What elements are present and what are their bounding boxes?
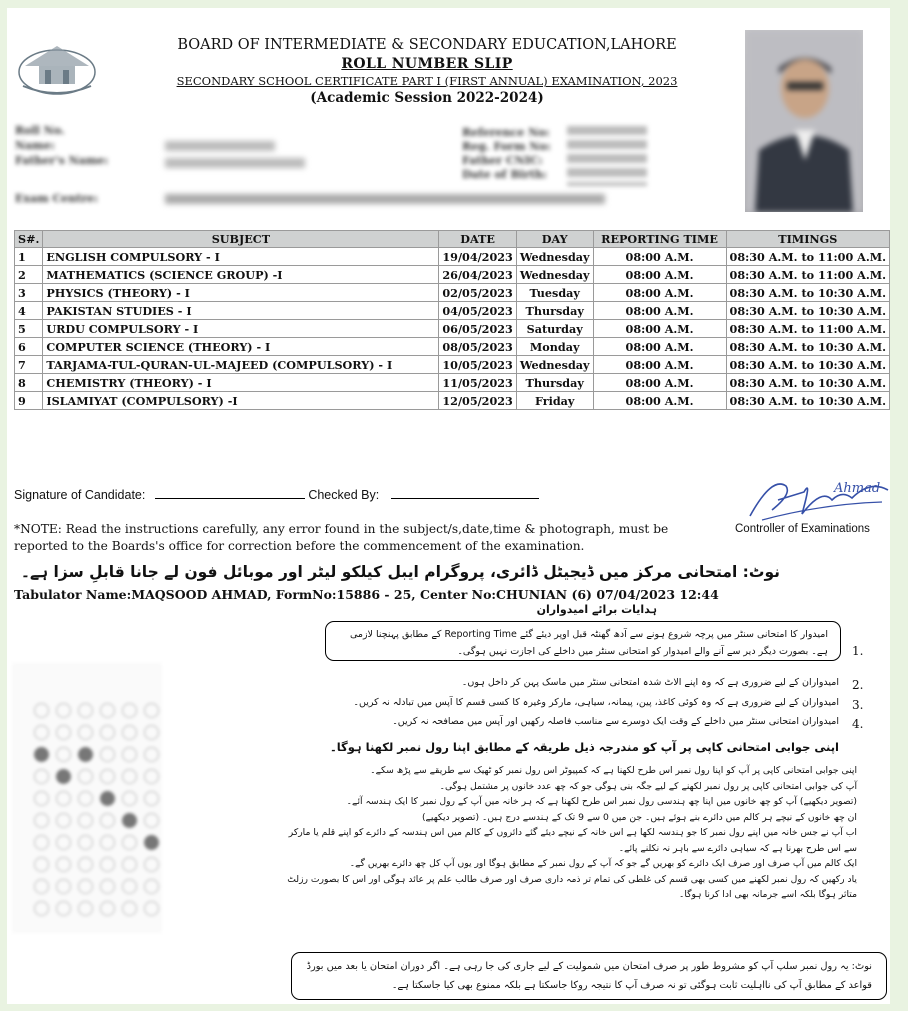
omr-empty-circle [100,747,115,762]
redacted-centre [165,194,605,204]
omr-instructions: اپنی جوابی امتحانی کاپی پر آپ کو اپنا رول نمبر اس طرح لکھنا ہے کہ کمپیوٹر اس رول نمبر کو ٹھیک سے طریقے سے پڑھ سکے۔ آپ کی جوابی امتحانی کاپی پر رول نمبر لکھنے کے لیے جگہ بنی ہوگی جو کہ چھ عدد خانوں پر مشتمل ہوگی۔ (تصویر دیکھیے) آپ کو چھ خانوں میں اپنا چھ ہندسی رول نمبر اس طرح لکھنا ہے کہ ہر خانہ میں آپ کے رول نمبر کا ایک ہندسہ آئے۔ ان چھ خانوں کے نیچے ہر کالم میں دائرے بنے ہوئے ہیں۔ جن میں 0 سے 9 تک کے ہندسے درج ہیں۔ (تصویر دیکھیے) اب آپ نے جس خانہ میں اپنے رول نمبر کا جو ہندسہ لکھا ہے اس خانہ کے نیچے دیئے گئے دائروں کے کالم میں اس ہندسہ کے دائرے کو اپنے قلم یا مارکر سے اس طرح بھرنا ہے کہ سیاہی دائرے سے باہر نہ نکلنے پائے۔ ایک کالم میں آپ صرف اور صرف ایک دائرے کو بھریں گے جو کہ آپ کے رول نمبر کے مطابق ہوگا اور یوں آپ کل چھ دائرے بھریں گے۔ یاد رکھیں کہ رول نمبر لکھنے میں کسی بھی قسم کی غلطی کی تمام تر ذمہ داری صرف اور صرف طالب علم پر عائد ہوگی اور اس کا بصورت رزلٹ متاثر ہوگا بلکہ اسے جرمانہ بھی ادا کرنا ہوگا۔ [287,765,857,900]
omr-empty-circle [122,879,137,894]
omr-filled-circle [56,769,71,784]
omr-empty-circle [56,703,71,718]
omr-empty-circle [56,879,71,894]
instruction-3: امیدواران کے لیے ضروری ہے کہ وہ کوئی کاغذ، پین، پیمانہ، سیاہی، مارکر وغیرہ کا کسی قسم کا آپس میں تبادلہ نہ کریں۔ [353,697,839,708]
checked-by-line [391,498,539,499]
omr-empty-circle [78,813,93,828]
exam-centre-label: Exam Centre: [15,192,99,205]
omr-title: اپنی جوابی امتحانی کاپی پر آپ کو مندرجہ ذیل طریقہ کے مطابق اپنا رول نمبر لکھنا ہوگا۔ [329,740,839,754]
timings-cell: 08:30 A.M. to 10:30 A.M. [726,356,889,374]
serial-cell: 9 [15,392,43,410]
col-reporting-time: REPORTING TIME [593,231,726,248]
conditional-slip-note: نوٹ: یہ رول نمبر سلپ آپ کو مشروط طور پر صرف امتحان میں شمولیت کے لیے جاری کی جا رہی ہے۔ اگر دوران امتحان یا بعد میں بورڈ قواعد کے مطابق آپ کی نااہلیت ثابت ہوگئی تو نہ صرف آپ کا نتیجہ روکا جاسکتا ہے بلکہ ممنوع بھی کیا جاسکتا ہے۔ [291,952,887,1000]
table-row [15,284,890,302]
timings-cell: 08:30 A.M. to 10:30 A.M. [726,338,889,356]
date-cell: 10/05/2023 [439,356,516,374]
omr-empty-circle [144,769,159,784]
redacted-right-values [567,126,647,186]
omr-empty-circle [34,791,49,806]
omr-empty-circle [34,769,49,784]
instruction-2: امیدواران کے لیے ضروری ہے کہ وہ اپنے الاٹ شدہ امتحانی سنٹر میں ماسک پہن کر داخل ہوں۔ [461,677,839,688]
omr-empty-circle [144,857,159,872]
omr-empty-circle [100,725,115,740]
candidate-labels: Roll No. Name: Father's Name: [15,124,109,167]
day-cell: Thursday [516,302,593,320]
omr-empty-circle [122,835,137,850]
omr-empty-circle [144,747,159,762]
instruction-3-number: 3. [852,698,864,712]
day-cell: Saturday [516,320,593,338]
omr-empty-circle [34,857,49,872]
table-header [15,231,890,248]
day-cell: Friday [516,392,593,410]
omr-empty-circle [144,813,159,828]
academic-session: (Academic Session 2022-2024) [310,90,544,106]
omr-empty-circle [56,813,71,828]
table-row [15,374,890,392]
date-cell: 19/04/2023 [439,248,516,266]
table-row [15,302,890,320]
omr-empty-circle [78,835,93,850]
subject-cell: ENGLISH COMPULSORY - I [43,248,439,266]
reporting-time-cell: 08:00 A.M. [593,248,726,266]
date-cell: 04/05/2023 [439,302,516,320]
table-row [15,356,890,374]
candidate-photo [745,30,863,212]
date-cell: 11/05/2023 [439,374,516,392]
subject-cell: ISLAMIYAT (COMPULSORY) -I [43,392,439,410]
serial-cell: 2 [15,266,43,284]
omr-empty-circle [78,901,93,916]
date-cell: 08/05/2023 [439,338,516,356]
omr-empty-circle [144,879,159,894]
omr-filled-circle [100,791,115,806]
candidate-labels-right: Reference No: Reg. Form No: Father CNIC: Date of Birth: [462,126,551,181]
omr-empty-circle [56,901,71,916]
omr-empty-circle [122,791,137,806]
omr-empty-circle [78,857,93,872]
omr-empty-circle [78,725,93,740]
urdu-warning: نوٹ: امتحانی مرکز میں ڈیجیٹل ڈائری، پروگرام ایبل کیلکو لیٹر اور موبائل فون لے جانا قابلِ سزا ہے۔ [20,563,780,581]
omr-empty-circle [100,703,115,718]
tabulator-line: Tabulator Name:MAQSOOD AHMAD, FormNo:15886 - 25, Center No:CHUNIAN (6) 07/04/2023 12:44 [14,587,719,602]
omr-empty-circle [100,769,115,784]
roll-number-slip [7,8,890,1004]
omr-empty-circle [122,769,137,784]
omr-empty-circle [78,769,93,784]
timings-cell: 08:30 A.M. to 10:30 A.M. [726,284,889,302]
reporting-time-cell: 08:00 A.M. [593,266,726,284]
reporting-time-cell: 08:00 A.M. [593,338,726,356]
timings-cell: 08:30 A.M. to 11:00 A.M. [726,248,889,266]
reporting-time-cell: 08:00 A.M. [593,320,726,338]
timings-cell: 08:30 A.M. to 11:00 A.M. [726,320,889,338]
date-cell: 02/05/2023 [439,284,516,302]
day-cell: Thursday [516,374,593,392]
exam-title: SECONDARY SCHOOL CERTIFICATE PART I (FIRST ANNUAL) EXAMINATION, 2023 [176,74,678,88]
candidate-signature-line [155,498,305,499]
timings-cell: 08:30 A.M. to 10:30 A.M. [726,302,889,320]
omr-filled-circle [122,813,137,828]
subject-cell: URDU COMPULSORY - I [43,320,439,338]
omr-empty-circle [34,901,49,916]
board-name: BOARD OF INTERMEDIATE & SECONDARY EDUCATION,LAHORE [177,37,677,53]
serial-cell: 4 [15,302,43,320]
instruction-2-number: 2. [852,678,864,692]
omr-sample-image [12,663,162,933]
timings-cell: 08:30 A.M. to 11:00 A.M. [726,266,889,284]
english-note: *NOTE: Read the instructions carefully, any error found in the subject/s,date,time & photograph, must be reported to the Boards's office for correction before the commencement of the examination. [14,522,669,553]
instruction-4-number: 4. [852,717,864,731]
omr-filled-circle [34,747,49,762]
serial-cell: 8 [15,374,43,392]
redacted-name [165,141,275,151]
omr-empty-circle [122,703,137,718]
checked-by-label: Checked By: [308,488,380,502]
subject-cell: PHYSICS (THEORY) - I [43,284,439,302]
subject-cell: CHEMISTRY (THEORY) - I [43,374,439,392]
day-cell: Monday [516,338,593,356]
date-cell: 12/05/2023 [439,392,516,410]
col-serial: S#. [15,231,43,248]
serial-cell: 5 [15,320,43,338]
omr-empty-circle [56,857,71,872]
omr-empty-circle [100,901,115,916]
day-cell: Wednesday [516,266,593,284]
timings-cell: 08:30 A.M. to 10:30 A.M. [726,392,889,410]
omr-empty-circle [34,703,49,718]
omr-empty-circle [144,791,159,806]
omr-empty-circle [144,901,159,916]
serial-cell: 1 [15,248,43,266]
slip-title: ROLL NUMBER SLIP [341,56,513,72]
omr-empty-circle [144,703,159,718]
omr-empty-circle [34,835,49,850]
omr-empty-circle [56,835,71,850]
reporting-time-cell: 08:00 A.M. [593,356,726,374]
day-cell: Wednesday [516,356,593,374]
omr-filled-circle [144,835,159,850]
serial-cell: 6 [15,338,43,356]
omr-empty-circle [122,901,137,916]
omr-empty-circle [56,791,71,806]
omr-empty-circle [144,725,159,740]
omr-empty-circle [100,879,115,894]
col-timings: TIMINGS [726,231,889,248]
subject-cell: MATHEMATICS (SCIENCE GROUP) -I [43,266,439,284]
instructions-title: ہدایات برائے امیدواران [536,603,657,616]
day-cell: Tuesday [516,284,593,302]
omr-empty-circle [122,725,137,740]
omr-empty-circle [100,835,115,850]
omr-empty-circle [78,791,93,806]
serial-cell: 3 [15,284,43,302]
reporting-time-cell: 08:00 A.M. [593,302,726,320]
date-cell: 06/05/2023 [439,320,516,338]
omr-filled-circle [78,747,93,762]
day-cell: Wednesday [516,248,593,266]
board-logo-icon [15,40,99,102]
subject-cell: TARJAMA-TUL-QURAN-UL-MAJEED (COMPULSORY) - I [43,356,439,374]
subject-cell: COMPUTER SCIENCE (THEORY) - I [43,338,439,356]
date-cell: 26/04/2023 [439,266,516,284]
controller-label: Controller of Examinations [735,523,870,535]
table-row [15,266,890,284]
col-date: DATE [439,231,516,248]
omr-empty-circle [56,747,71,762]
redacted-father [165,158,305,168]
svg-text:Ahmad: Ahmad [834,481,881,496]
reporting-time-cell: 08:00 A.M. [593,374,726,392]
instruction-1-number: 1. [852,644,864,658]
omr-empty-circle [56,725,71,740]
omr-empty-circle [34,813,49,828]
table-row [15,320,890,338]
omr-empty-circle [122,857,137,872]
omr-empty-circle [34,879,49,894]
controller-signature [742,470,892,524]
omr-empty-circle [34,725,49,740]
omr-empty-circle [78,879,93,894]
table-row [15,392,890,410]
col-day: DAY [516,231,593,248]
reporting-time-cell: 08:00 A.M. [593,392,726,410]
omr-empty-circle [100,857,115,872]
instruction-1-box: امیدوار کا امتحانی سنٹر میں پرچہ شروع ہونے سے آدھ گھنٹہ قبل اوپر دیئے گئے Reporting Time کے مطابق پہنچنا لازمی ہے۔ بصورت دیگر دیر سے آنے والے امیدوار کو امتحانی سنٹر میں داخلے کی اجازت نہیں ہوگی۔ [325,621,841,661]
subject-cell: PAKISTAN STUDIES - I [43,302,439,320]
omr-empty-circle [122,747,137,762]
table-row [15,248,890,266]
col-subject: SUBJECT [43,231,439,248]
serial-cell: 7 [15,356,43,374]
omr-empty-circle [100,813,115,828]
table-row [15,338,890,356]
reporting-time-cell: 08:00 A.M. [593,284,726,302]
signature-row [14,488,539,502]
instruction-4: امیدواران امتحانی سنٹر میں داخلے کے وقت ایک دوسرے سے مناسب فاصلہ رکھیں اور آپس میں مصافحہ نہ کریں۔ [392,716,839,727]
date-sheet-table [14,230,890,410]
candidate-signature-label: Signature of Candidate: [14,488,146,502]
omr-empty-circle [78,703,93,718]
timings-cell: 08:30 A.M. to 10:30 A.M. [726,374,889,392]
